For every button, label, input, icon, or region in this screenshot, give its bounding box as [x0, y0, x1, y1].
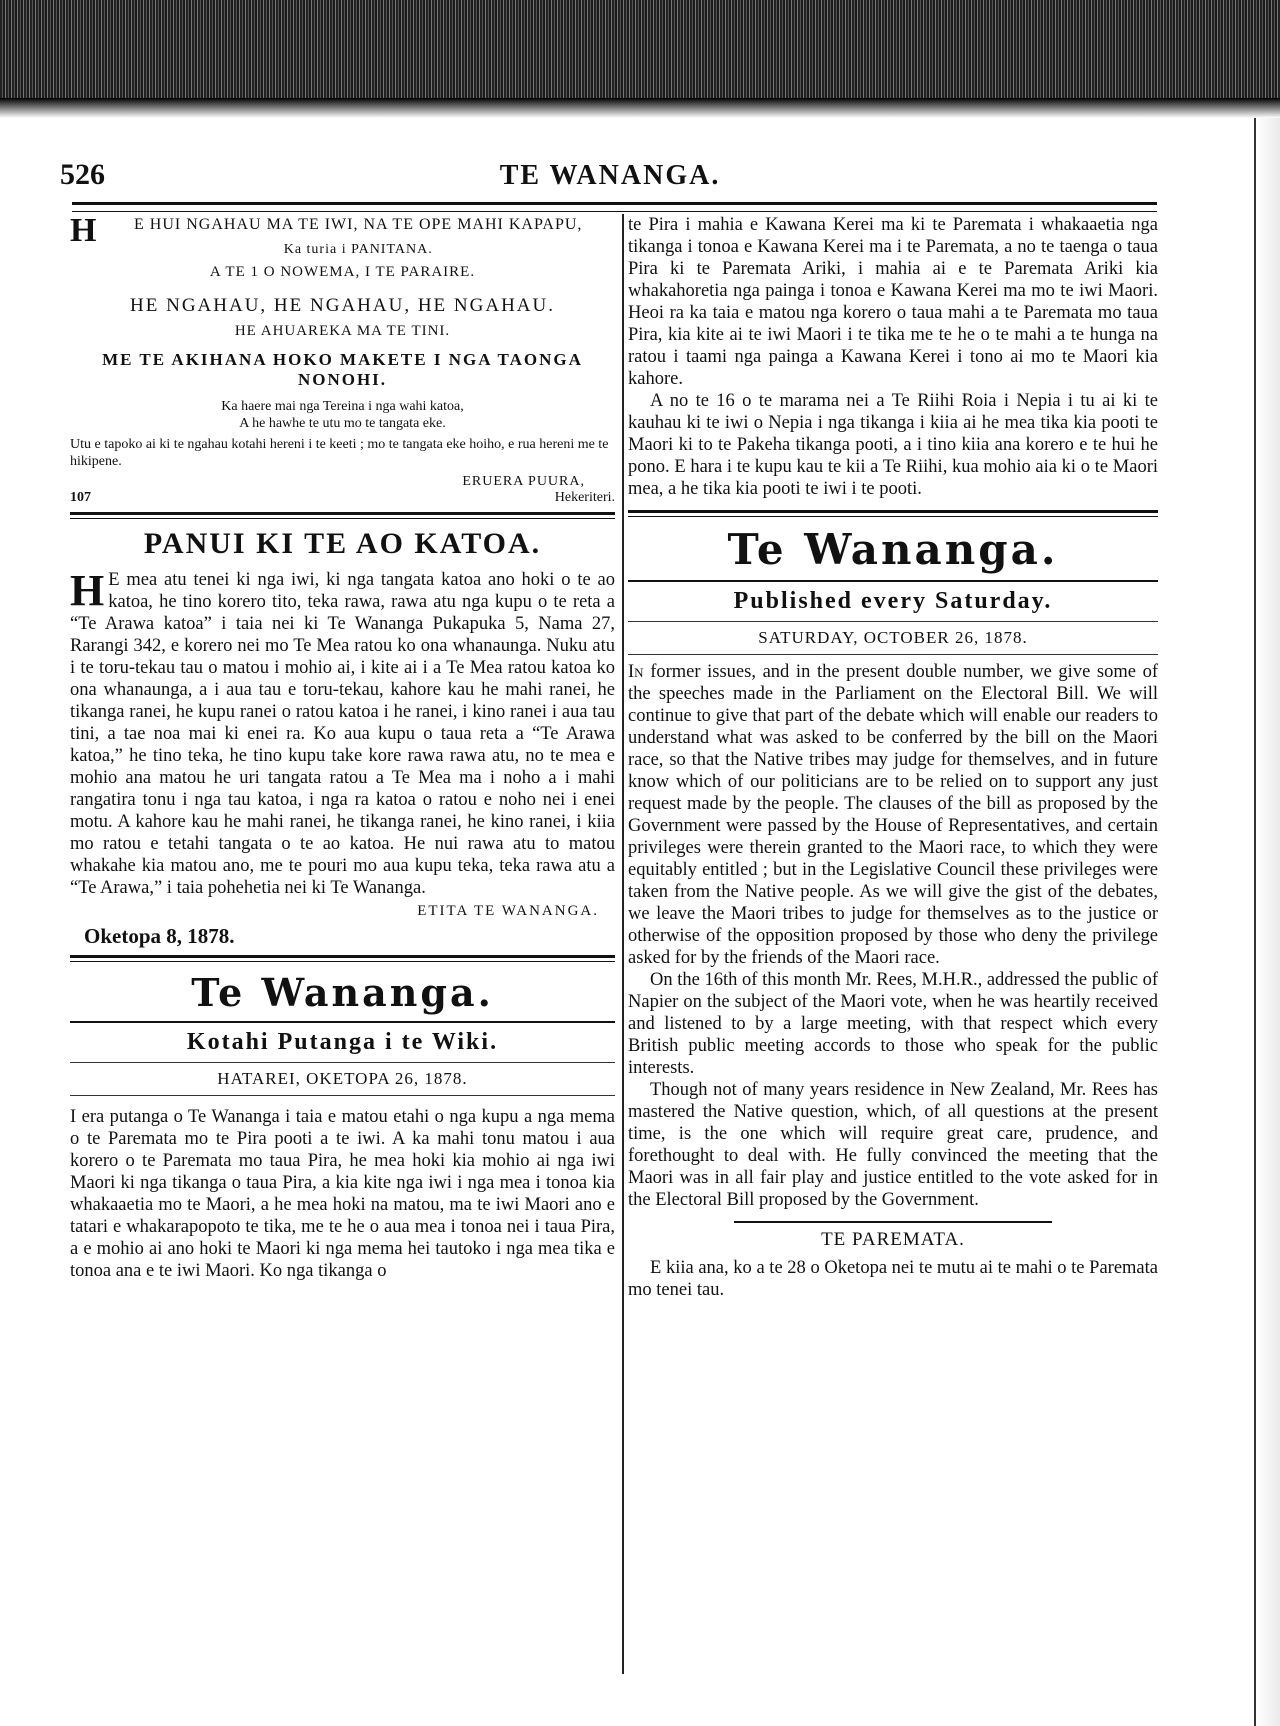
english-paragraph-1-text: former issues, and in the present double number, we give some of the speeches made in the Parliament on the Electoral Bill. We will continue to give that part of the debate which will enable our readers to understand what was asked to be conferred by the bill on the Maori race, so that the Native tribes may judge for themselves, and in future know which of our politicians are to be relied on to support any just request made by the people. The clauses of the bill as proposed by the Government were passed by the House of Representatives, and certain privileges were therein granted to the Maori race, to which they were equitably entitled ; but in the Legislative Council these privileges were taken from the Native people. As we will give the gist of the debates, we leave the Maori tribes to judge for themselves as to the justice or otherwise of the opposition proposed by those who deny the privilege asked for by the friends of the Maori race. [628, 662, 1158, 968]
ad-signatory-title: Hekeriteri. [554, 490, 615, 505]
masthead-rule [70, 1021, 615, 1023]
page-header [60, 158, 1160, 202]
page-number: 526 [60, 158, 105, 191]
left-column [70, 214, 615, 1684]
notice-date: Oketopa 8, 1878. [84, 924, 235, 948]
scan-top-border [0, 0, 1280, 118]
english-masthead [628, 525, 1158, 655]
notice-signature: ETITA TE WANANGA. [417, 903, 599, 919]
right-column [628, 214, 1158, 1684]
header-rule [72, 202, 1157, 212]
notice-text: E mea atu tenei ki nga iwi, ki nga tangata katoa ano hoki o te ao katoa, he tino korero tito, teka rawa, rawa atu nga kupu o te reta a “Te Arawa katoa” i taia nei ki Te Wananga Pukapuka 5, Nama 27, Rarangi 342, e korero nei mo Te Mea ratou ko ona whanaunga. Nuku atu i te toru-tekau tau o matou i mohio ai, i kite ai i a Te Mea ratou katoa ko ona whanaunga, a i aua tau e toru-tekau, kahore kau he mahi ranei, he tikanga ranei, he kupu ranei o ratou katoa i he ranei, i kino ranei i aua tau tini, a tae noa mai ki enei ra. Ko aua kupu o taua reta a “Te Arawa katoa,” he tino teka, he tino kupu take kore rawa rawa atu, no te mea e mohio ana matou he uri tangata ratou a Te Mea ma i noho a i mahi rangatira tonu i nga tau katoa, i nga ra katoa o ratou e noho nei i enei motu. A kahore kau he mahi ranei, he tikanga ranei, he kino ranei, i kiia mo ratou e tetahi tangata o te ao katoa. He nui rawa atu to matou whakahe kia matou ano, me te pouri mo aua kupu teka, teka rawa atu a “Te Arawa,” i taia pohehetia nei ki Te Wananga. [70, 570, 615, 898]
notice-title: PANUI KI TE AO KATOA. [143, 527, 542, 560]
ad-trains-line-2: A he hawhe te utu mo te tangata eke. [239, 416, 446, 431]
maori-masthead [70, 970, 615, 1096]
maori-masthead-date: HATAREI, OKETOPA 26, 1878. [217, 1069, 468, 1088]
maori-masthead-subtitle: Kotahi Putanga i te Wiki. [186, 1029, 499, 1055]
maori-editorial: I era putanga o Te Wananga i taia e matou etahi o nga kupu a nga mema o te Paremata mo te Pira pooti a te iwi. A ka mahi tonu matou i aua korero o te Paremata mo taua Pira, he mea hoki kia mohio ai nga iwi Maori ki nga tikanga o taua Pira, a kia kite nga iwi i nga mea i tonoa kia whakaaetia mo te Maori, a he mea hoki na matou, ma te iwi Maori ano e tatari e whakarapopoto te tika, me te he o aua mea i tonoa nei i taua Pira, a e mohio ai ano hoki te Maori ki nga mema hei tautoko i nga mea tika e tonoa ana e te iwi Maori. Ko nga tikanga o [70, 1107, 615, 1281]
english-first-word: In [628, 662, 644, 682]
masthead-rule [70, 1062, 615, 1063]
ad-by-line: Ka turia i PANITANA. [283, 242, 433, 257]
ad-trains-line-1: Ka haere mai nga Tereina i nga wahi katoa, [221, 399, 464, 414]
maori-masthead-title: Te Wananga. [191, 970, 494, 1015]
english-masthead-title: Te Wananga. [727, 525, 1059, 574]
ad-number: 107 [70, 490, 91, 505]
column-divider [622, 214, 624, 1674]
masthead-rule [628, 654, 1158, 655]
ad-heading-text: E HUI NGAHAU MA TE IWI, NA TE OPE MAHI KAPAPU, [134, 216, 583, 233]
english-paragraph-2: On the 16th of this month Mr. Rees, M.H.R., addressed the public of Napier on the subject of the Maori vote, when he was heartily received and listened to by a large meeting, with that respect which every British public meeting accords to those who speak for the public interests. [628, 970, 1158, 1078]
scan-page-edge [1254, 118, 1280, 1726]
ad-heading-initial: H [70, 214, 98, 249]
parliament-title: TE PAREMATA. [821, 1229, 965, 1250]
masthead-rule [628, 580, 1158, 582]
english-masthead-date: SATURDAY, OCTOBER 26, 1878. [758, 628, 1028, 647]
english-editorial [628, 661, 1158, 1211]
section-rule [70, 955, 615, 962]
short-rule [734, 1221, 1052, 1223]
section-rule [70, 512, 615, 519]
english-paragraph-1 [628, 661, 1158, 969]
parliament-section [628, 1229, 1158, 1301]
ad-date-line: A TE 1 O NOWEMA, I TE PARAIRE. [209, 264, 476, 280]
ad-signatory: ERUERA PUURA, [462, 474, 585, 489]
advertisement [70, 216, 615, 506]
ad-joy-line: HE AHUAREKA MA TE TINI. [234, 323, 451, 339]
english-paragraph-3: Though not of many years residence in New Zealand, Mr. Rees has mastered the Native question, which, of all questions at the present time, is the one which will require great care, prudence, and forethought to deal with. He fully convinced the meeting that the Maori was in all fair play and justice entitled to the vote asked for in the Electoral Bill proposed by the Government. [628, 1080, 1158, 1210]
section-rule [628, 510, 1158, 517]
ad-fun-line: HE NGAHAU, HE NGAHAU, HE NGAHAU. [130, 295, 555, 316]
ad-fees: Utu e tapoko ai ki te ngahau kotahi hereni i te keeti ; mo te tangata eke hoiho, e rua hereni me te hikipene. [70, 437, 609, 469]
ad-footer [70, 490, 615, 506]
english-masthead-subtitle: Published every Saturday. [733, 588, 1053, 614]
notice-drop-cap: H [70, 566, 105, 615]
masthead-rule [628, 621, 1158, 622]
ad-market-line: ME TE AKIHANA HOKO MAKETE I NGA TAONGA NONOHI. [102, 350, 583, 389]
parliament-body: E kiia ana, ko a te 28 o Oketopa nei te mutu ai te mahi o te Paremata mo tenei tau. [628, 1258, 1158, 1300]
maori-continuation-2: A no te 16 o te marama nei a Te Riihi Roia i Nepia i tu ai ki te kauhau ki te iwi o Nepia i nga tikanga i kiia ai he mea tika kia pooti te Maori ki to te Pakeha tikanga pooti, a i tino kiia ana korero e te hui he pono. E hara i te kupu kau te kii a Te Riihi, kua mohio aia ki o te Maori mea, a he tika kia pooti te iwi i te pooti. [628, 391, 1158, 499]
ad-heading [70, 214, 615, 249]
notice [70, 527, 615, 949]
masthead-rule [70, 1095, 615, 1096]
maori-continuation: te Pira i mahia e Kawana Kerei ma ki te Paremata i whakaaetia nga tikanga i tonoa e Kawana Kerei ma i te Paremata, a no te taenga o taua Pira ki te Paremata Ariki, i mahia ai e te Paremata Ariki kia whakahoretia nga painga i tonoa e Kawana Kerei ma mo te iwi Maori. Heoi ra ka taia e matou nga korero o taua mahi a te Paremata mo taua Pira, kia kite ai te iwi Maori i te tika me te he o te mahi a te hunga na ratou i taami nga painga a Kawana Kerei i tono ai mo te Maori kia kahore. [628, 215, 1158, 389]
running-title: TE WANANGA. [499, 160, 721, 191]
notice-body [70, 566, 615, 899]
